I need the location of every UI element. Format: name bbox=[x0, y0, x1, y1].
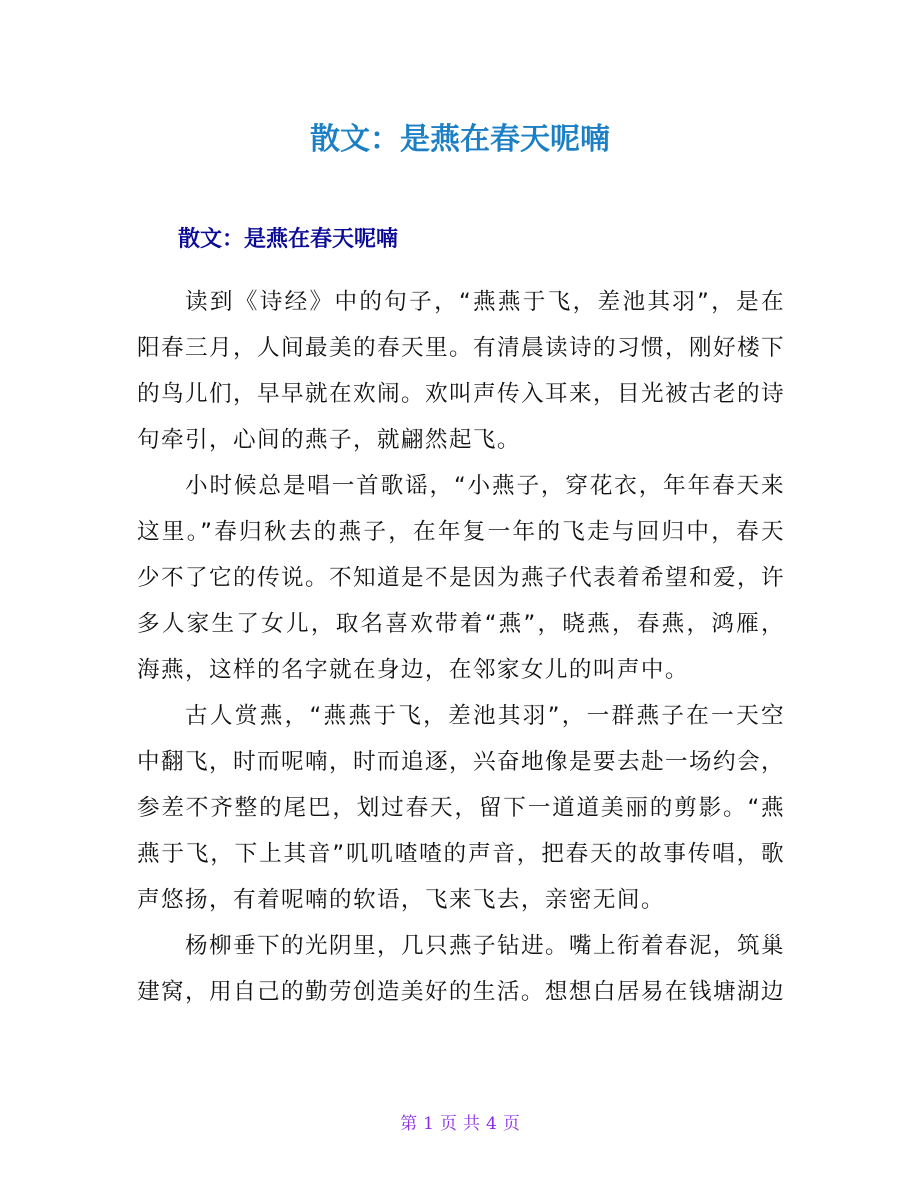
footer-prefix: 第 bbox=[400, 1114, 418, 1134]
page-number-footer bbox=[0, 1112, 920, 1136]
footer-total-prefix: 共 bbox=[463, 1114, 480, 1134]
paragraph: 小时候总是唱一首歌谣，“小燕子，穿花衣，年年春天来这里。”春归秋去的燕子，在年复一年的飞走与回归中，春天少不了它的传说。不知道是不是因为燕子代表着希望和爱，许多人家生了女儿，取名喜欢带着“燕”，晓燕，春燕，鸿雁，海燕，这样的名字就在身边，在邻家女儿的叫声中。 bbox=[137, 473, 785, 683]
footer-page-unit: 页 bbox=[440, 1114, 457, 1134]
footer-suffix: 页 bbox=[502, 1114, 520, 1134]
article-body bbox=[137, 279, 785, 1015]
paragraph: 读到《诗经》中的句子，“燕燕于飞，差池其羽”，是在阳春三月，人间最美的春天里。有清晨读诗的习惯，刚好楼下的鸟儿们，早早就在欢闹。欢叫声传入耳来，目光被古老的诗句牵引，心间的燕子，就翩然起飞。 bbox=[137, 289, 785, 453]
paragraph: 杨柳垂下的光阴里，几只燕子钻进。嘴上衔着春泥，筑巢建窝，用自己的勤劳创造美好的生活。想想白居易在钱塘湖边 bbox=[137, 933, 785, 1005]
total-pages-number: 4 bbox=[486, 1114, 497, 1134]
current-page-number: 1 bbox=[423, 1114, 434, 1134]
section-heading: 散文：是燕在春天呢喃 bbox=[178, 227, 399, 252]
paragraph: 古人赏燕，“燕燕于飞，差池其羽”，一群燕子在一天空中翻飞，时而呢喃，时而追逐，兴奋地像是要去赴一场约会，参差不齐整的尾巴，划过春天，留下一道道美丽的剪影。“燕燕于飞，下上其音”叽叽喳喳的声音，把春天的故事传唱，歌声悠扬，有着呢喃的软语，飞来飞去，亲密无间。 bbox=[137, 703, 785, 913]
page-title: 散文：是燕在春天呢喃 bbox=[310, 122, 610, 157]
